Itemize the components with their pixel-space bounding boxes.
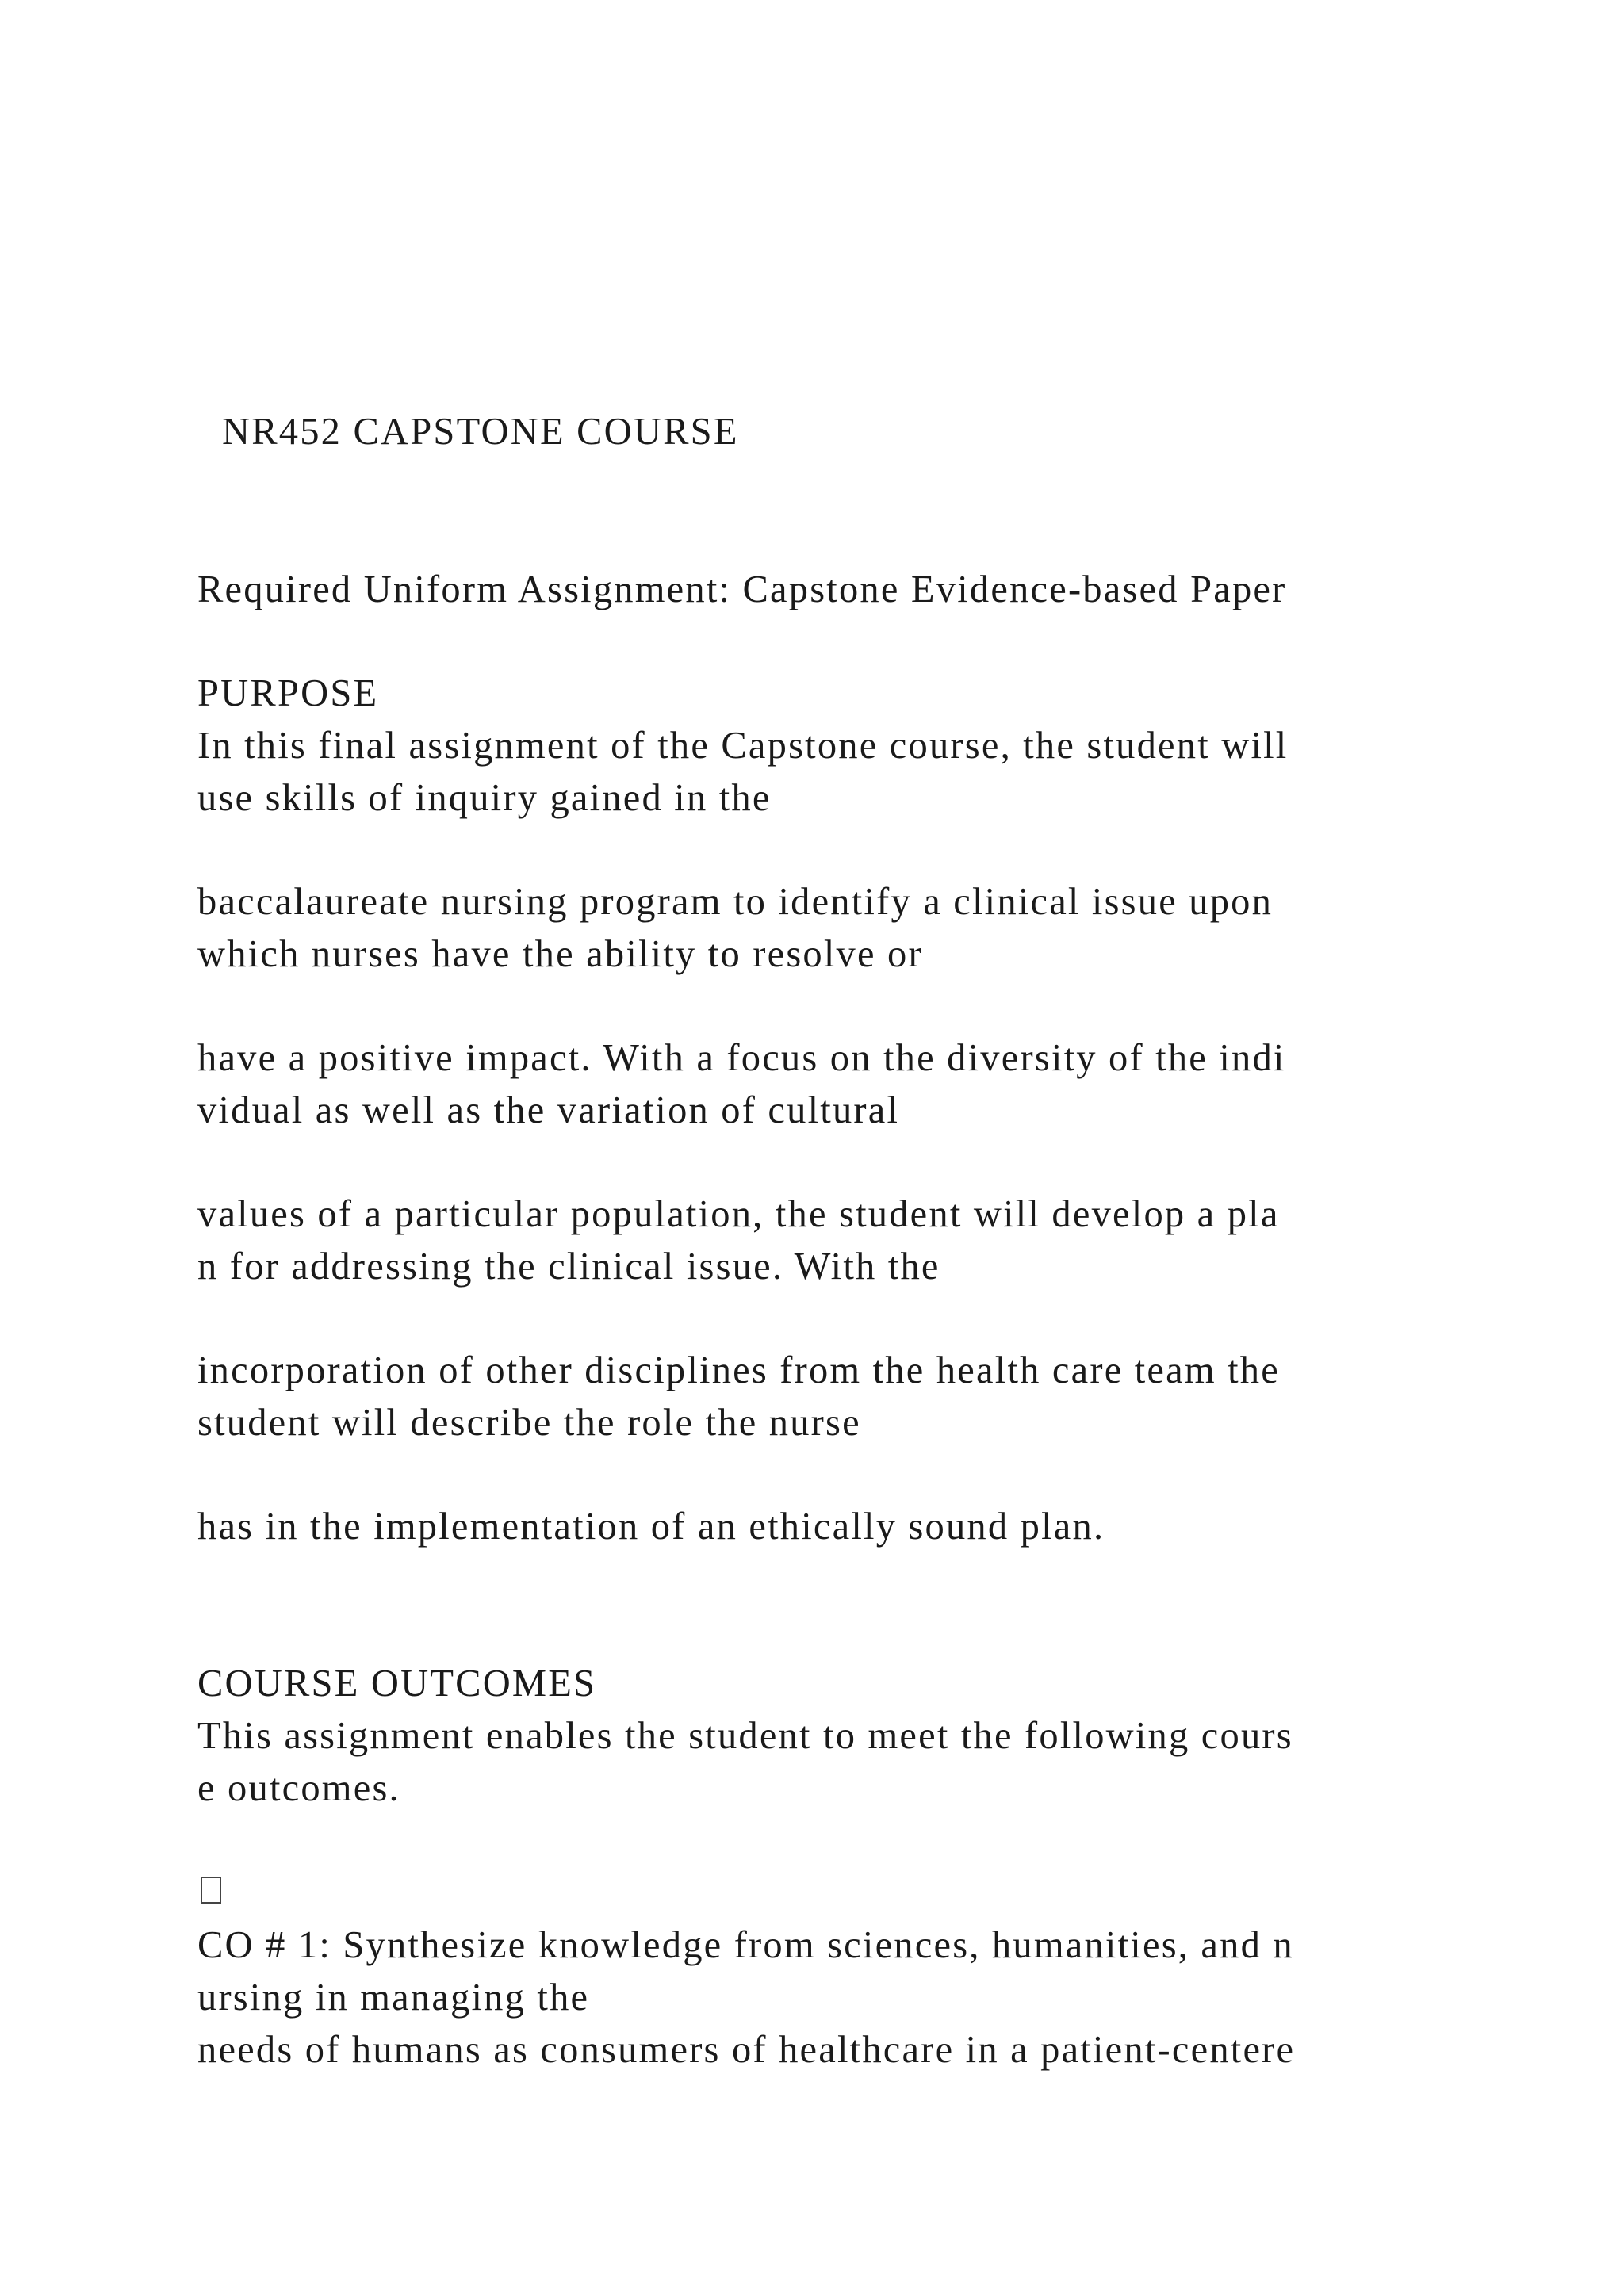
purpose-line: n for addressing the clinical issue. With the (197, 1246, 940, 1288)
missing-glyph-bullet-icon (201, 1877, 221, 1904)
purpose-line: vidual as well as the variation of cultural (197, 1089, 900, 1131)
purpose-heading: PURPOSE (197, 672, 379, 714)
outcomes-intro-line: e outcomes. (197, 1767, 400, 1809)
purpose-line: incorporation of other disciplines from the health care team the (197, 1349, 1280, 1391)
purpose-line: which nurses have the ability to resolve or (197, 933, 923, 975)
course-title: NR452 CAPSTONE COURSE (222, 411, 739, 453)
course-outcome-line: ursing in managing the (197, 1976, 590, 2019)
purpose-line: values of a particular population, the student will develop a pla (197, 1193, 1280, 1235)
assignment-title: Required Uniform Assignment: Capstone Evidence-based Paper (197, 568, 1287, 610)
purpose-line: use skills of inquiry gained in the (197, 777, 772, 819)
course-outcome-line: needs of humans as consumers of healthcare in a patient-centere (197, 2029, 1296, 2071)
course-outcome-line: CO # 1: Synthesize knowledge from sciences, humanities, and n (197, 1924, 1294, 1966)
purpose-line: have a positive impact. With a focus on the diversity of the indi (197, 1037, 1286, 1079)
outcomes-heading: COURSE OUTCOMES (197, 1663, 597, 1705)
purpose-line: In this final assignment of the Capstone course, the student will (197, 725, 1289, 767)
purpose-line: student will describe the role the nurse (197, 1402, 861, 1444)
outcomes-intro-line: This assignment enables the student to meet the following cours (197, 1715, 1293, 1757)
purpose-line: baccalaureate nursing program to identify a clinical issue upon (197, 881, 1274, 923)
purpose-line: has in the implementation of an ethically sound plan. (197, 1506, 1105, 1548)
